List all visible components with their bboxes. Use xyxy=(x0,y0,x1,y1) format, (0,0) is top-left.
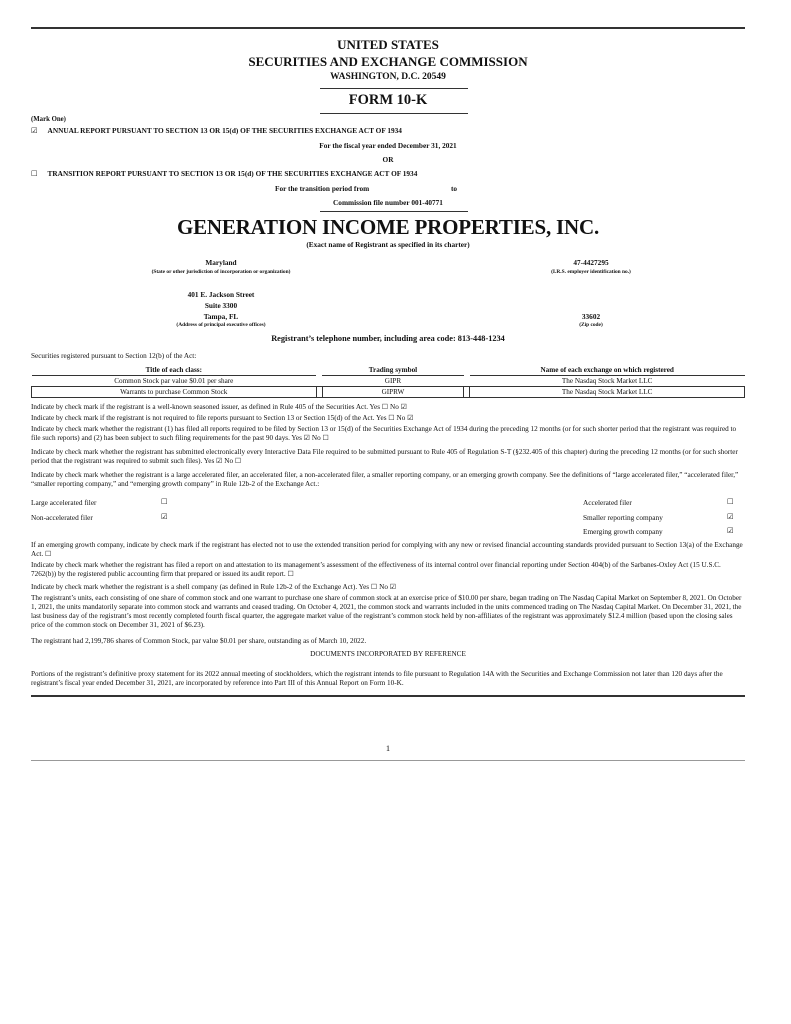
suite: Suite 3300 xyxy=(204,301,238,310)
table-row xyxy=(32,387,745,398)
header-united-states: UNITED STATES xyxy=(337,37,439,52)
table-row xyxy=(32,376,745,387)
docs-ref-text: Portions of the registrant’s definitive proxy statement for its 2022 annual meeting of stockholders, which the registrant intends to file pursuant to Regulation 14A with the Securities and Exchange Commission not later than 120 days after the registrant’s fiscal year ended December 31, 2021, are incorporated by reference into Part III of this Annual Report on Form 10-K. xyxy=(31,670,723,688)
mark-one: (Mark One) xyxy=(31,116,66,123)
state-caption: (State or other jurisdiction of incorporation or organization) xyxy=(151,269,291,275)
check-interactive-data: Indicate by check mark whether the registrant has submitted electronically every Interactive Data File required to be submitted pursuant to Rule 405 of Regulation S-T (§232.405 of this chapter) during the preceding 12 months (or for such shorter period that the registrant was required to submit such files). Yes ☑ No ☐ xyxy=(31,448,738,466)
market-value-text: The registrant’s units, each consisting of one share of common stock and one warrant to purchase one share of common stock at an exercise price of $10.00 per share, began trading on The Nasdaq Capital Market on September 8, 2021. On October 1, 2021, the units mandatorily separate into common stock and warrants and ceased trading. On October 4, 2021, the common stock and warrants included in the units commenced trading on The Nasdaq Capital Market. On December 31, 2021, the last business day of the registrant’s most recently completed fourth fiscal quarter, the aggregate market value of the registrant’s common stock held by non-affiliates of the registrant was approximately $12.4 million (based upon the closing sales price of the common stock on December 31, 2021 of $6.23). xyxy=(31,594,742,630)
form-title: FORM 10-K xyxy=(348,92,428,108)
telephone: Registrant’s telephone number, including area code: 813-448-1234 xyxy=(271,334,505,343)
accelerated-label: Accelerated filer xyxy=(583,498,632,507)
header-sec: SECURITIES AND EXCHANGE COMMISSION xyxy=(248,54,528,69)
header-rule xyxy=(320,88,468,89)
check-filed-all: Indicate by check mark whether the registrant (1) has filed all reports required to be filed by Section 13 or 15(d) of the Securities Exchange Act of 1934 during the preceding 12 months (or for such shorter period that the registrant was required to file such reports) and (2) has been subject to such filing requirements for the past 90 days. Yes ☑ No ☐ xyxy=(31,425,737,443)
smaller-reporting-checkbox[interactable]: ☑ xyxy=(727,512,734,521)
smaller-reporting-label: Smaller reporting company xyxy=(583,513,663,522)
check-shell: Indicate by check mark whether the registrant is a shell company (as defined in Rule 12b-2 of the Exchange Act). Yes ☐ No ☑ xyxy=(31,583,397,591)
annual-label: ANNUAL REPORT PURSUANT TO SECTION 13 OR 15(d) OF THE SECURITIES EXCHANGE ACT OF 1934 xyxy=(47,126,402,135)
check-icfr: Indicate by check mark whether the registrant has filed a report on and attestation to its management’s assessment of the effectiveness of its internal control over financial reporting under Section 404(b) of the Sarbanes-Oxley Act (15 U.S.C. 7262(b)) by the registered public accounting firm that prepared or issued its audit report. ☐ xyxy=(31,561,721,579)
address-caption: (Address of principal executive offices) xyxy=(176,322,266,328)
commission-rule xyxy=(320,211,468,212)
zip-caption: (Zip code) xyxy=(579,322,603,328)
shares-outstanding: The registrant had 2,199,786 shares of Common Stock, par value $0.01 per share, outstanding as of March 10, 2022. xyxy=(31,637,367,645)
emerging-growth-checkbox[interactable]: ☑ xyxy=(727,526,734,535)
header-title-of-class: Title of each class: xyxy=(32,365,317,376)
cell-class: Warrants to purchase Common Stock xyxy=(32,387,317,398)
transition-from: For the transition period from xyxy=(275,184,370,193)
section-12b: Securities registered pursuant to Section 12(b) of the Act: xyxy=(31,352,197,360)
ein-caption: (I.R.S. employer identification no.) xyxy=(551,269,631,275)
non-accelerated-checkbox[interactable]: ☑ xyxy=(161,512,168,521)
cell-symbol: GIPRW xyxy=(322,387,464,398)
large-accelerated-label: Large accelerated filer xyxy=(31,498,97,507)
cell-exchange: The Nasdaq Stock Market LLC xyxy=(470,387,745,398)
ein: 47-4427295 xyxy=(573,258,609,267)
registrant-name: GENERATION INCOME PROPERTIES, INC. xyxy=(176,215,600,239)
cell-symbol: GIPR xyxy=(384,377,402,385)
emerging-growth-label: Emerging growth company xyxy=(583,527,663,536)
cell-class: Common Stock par value $0.01 per share xyxy=(114,377,234,385)
annual-checkbox[interactable]: ☑ xyxy=(31,126,38,135)
commission-file-number: Commission file number 001-40771 xyxy=(333,198,443,207)
check-wksi: Indicate by check mark if the registrant is a well-known seasoned issuer, as defined in Rule 405 of the Securities Act. Yes ☐ No ☑ xyxy=(31,403,408,411)
transition-to: to xyxy=(451,184,458,193)
form-rule xyxy=(320,113,468,114)
check-not-required: Indicate by check mark if the registrant is not required to file reports pursuant to Section 13 or Section 15(d) of the Act. Yes ☐ No ☑ xyxy=(31,414,414,422)
annual-report-row xyxy=(31,126,402,135)
cell-exchange: The Nasdaq Stock Market LLC xyxy=(561,377,653,385)
header-washington: WASHINGTON, D.C. 20549 xyxy=(330,72,446,82)
large-accelerated-checkbox[interactable]: ☐ xyxy=(161,497,168,506)
bottom-rule xyxy=(31,695,745,697)
transition-checkbox[interactable]: ☐ xyxy=(31,169,38,178)
transition-label: TRANSITION REPORT PURSUANT TO SECTION 13 OR 15(d) OF THE SECURITIES EXCHANGE ACT OF 1934 xyxy=(47,169,418,178)
page-break-rule xyxy=(31,760,745,761)
docs-ref-title: DOCUMENTS INCORPORATED BY REFERENCE xyxy=(310,650,466,658)
accelerated-checkbox[interactable]: ☐ xyxy=(727,497,734,506)
fiscal-year: For the fiscal year ended December 31, 2021 xyxy=(319,141,457,150)
zip: 33602 xyxy=(581,312,601,321)
check-egc-transition: If an emerging growth company, indicate by check mark if the registrant has elected not to use the extended transition period for complying with any new or revised financial accounting standards provided pursuant to Section 13(a) of the Exchange Act. ☐ xyxy=(31,541,743,559)
header-trading-symbol: Trading symbol xyxy=(322,365,464,376)
registrant-subtitle: (Exact name of Registrant as specified in its charter) xyxy=(306,240,470,249)
top-rule xyxy=(31,27,745,29)
or-text: OR xyxy=(382,155,394,164)
state: Maryland xyxy=(205,258,237,267)
securities-table xyxy=(31,365,745,398)
street: 401 E. Jackson Street xyxy=(187,290,255,299)
check-filer-intro: Indicate by check mark whether the registrant is a large accelerated filer, an accelerated filer, a non-accelerated filer, a smaller reporting company, or an emerging growth company. See the definitions of “large accelerated filer,” “accelerated filer,” “smaller reporting company,” and “emerging growth company” in Rule 12b-2 of the Exchange Act.: xyxy=(31,471,739,489)
city: Tampa, FL xyxy=(203,312,239,321)
securities-table-header xyxy=(32,365,745,376)
non-accelerated-label: Non-accelerated filer xyxy=(31,513,93,522)
transition-report-row xyxy=(31,169,417,178)
header-exchange: Name of each exchange on which registered xyxy=(470,365,745,376)
page-number: 1 xyxy=(385,743,391,753)
